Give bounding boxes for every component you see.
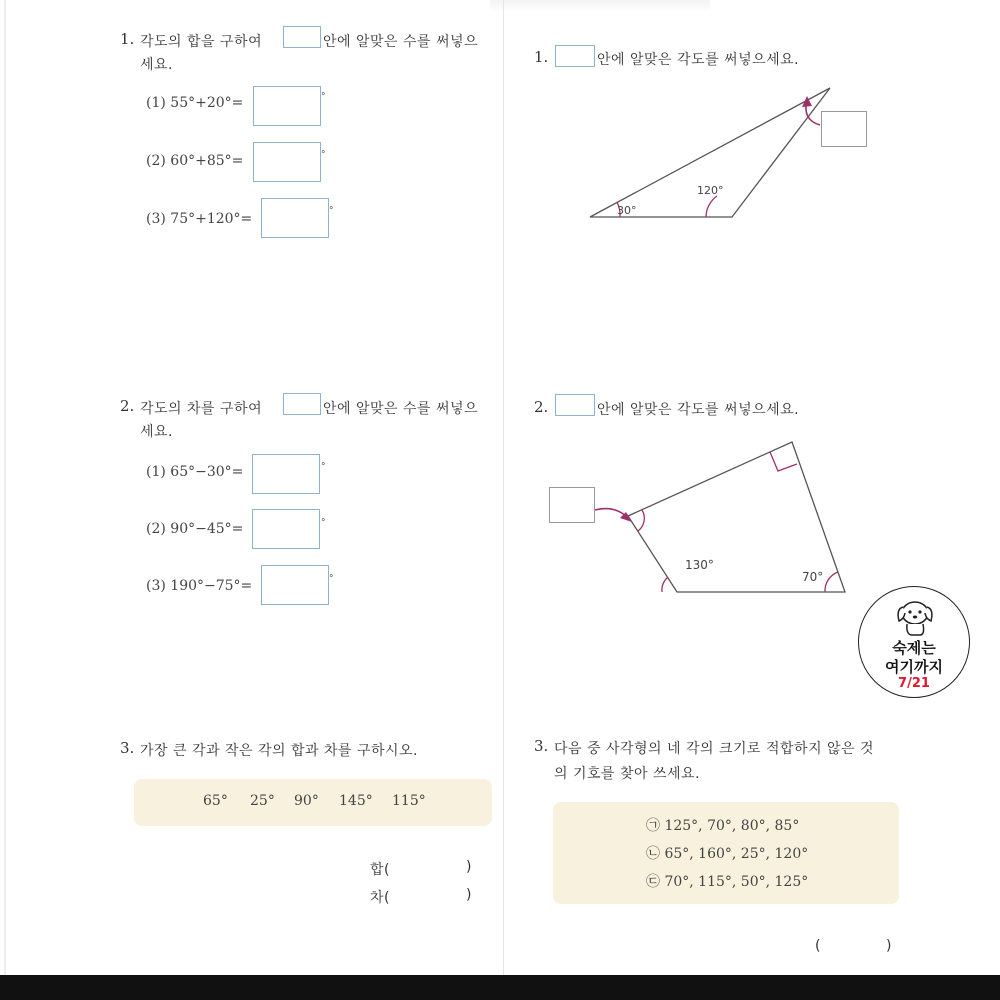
inline-answer-box[interactable] [283,26,321,48]
bottom-bar [0,975,1000,1000]
scan-shade [490,0,710,12]
sum-answer-label: 합( [370,862,390,878]
right-q3-text-line2: 의 기호를 찾아 쓰세요. [554,766,701,782]
degree-sign: ° [321,462,326,472]
page-divider [503,0,504,975]
right-q2-text: 안에 알맞은 각도를 써넣으세요. [597,402,800,418]
answer-close-paren[interactable]: ) [886,938,892,954]
diff-answer-label: 차( [370,890,390,906]
degree-sign: ° [321,150,326,160]
left-q2-item-1: (1) 65°−30°= [146,464,244,480]
left-q1-item-1: (1) 55°+20°= [146,95,244,111]
answer-box[interactable] [253,142,321,182]
inline-answer-box[interactable] [283,393,321,415]
left-q1-text-before: 각도의 합을 구하여 [140,34,263,50]
right-q1-number: 1. [534,48,549,66]
sum-answer-close[interactable]: ) [466,859,472,875]
left-q1-text-after: 안에 알맞은 수를 써넣으 [323,34,479,50]
answer-box[interactable] [261,198,329,238]
figure-answer-box[interactable] [549,487,595,523]
right-q2-number: 2. [534,398,549,416]
angle-value: 115° [392,793,426,809]
option-item: ㉠ 125°, 70°, 80°, 85° [646,818,800,834]
degree-sign: ° [329,206,334,216]
left-q1-item-2: (2) 60°+85°= [146,153,244,169]
homework-badge [858,586,970,698]
angle-label-70: 70° [802,570,824,584]
left-q1-item-3: (3) 75°+120°= [146,211,253,227]
puppy-icon [892,593,938,639]
badge-line1: 숙제는 [892,639,936,657]
inline-answer-box[interactable] [555,394,595,416]
left-q1-number: 1. [120,30,135,48]
left-q2-number: 2. [120,397,135,415]
answer-box[interactable] [253,86,321,126]
option-item: ㉢ 70°, 115°, 50°, 125° [646,874,809,890]
angle-value: 90° [294,793,319,809]
left-q2-text-after: 안에 알맞은 수를 써넣으 [323,401,479,417]
left-q2-item-3: (3) 190°−75°= [146,578,253,594]
page-edge [4,0,6,975]
right-q3-text-line1: 다음 중 사각형의 네 각의 크기로 적합하지 않은 것 [554,741,875,757]
answer-box[interactable] [252,454,320,494]
degree-sign: ° [329,574,334,584]
answer-box[interactable] [261,565,329,605]
angle-value: 65° [203,793,228,809]
answer-open-paren[interactable]: ( [815,938,821,954]
answer-box[interactable] [252,509,320,549]
left-q2-text-before: 각도의 차를 구하여 [140,401,263,417]
angle-label-130: 130° [685,558,714,572]
left-q2-item-2: (2) 90°−45°= [146,521,244,537]
angle-label-30: 30° [617,204,637,217]
left-q3-text: 가장 큰 각과 작은 각의 합과 차를 구하시오. [140,743,419,759]
right-q1-text: 안에 알맞은 각도를 써넣으세요. [597,52,800,68]
left-q2-text-line2: 세요. [140,424,173,440]
degree-sign: ° [321,92,326,102]
left-q3-number: 3. [120,739,135,757]
option-item: ㉡ 65°, 160°, 25°, 120° [646,846,809,862]
badge-line2: 여기까지 [885,658,943,676]
badge-count: 7/21 [898,676,930,691]
left-q1-text-line2: 세요. [140,57,173,73]
angle-value: 145° [339,793,373,809]
right-q3-number: 3. [534,737,549,755]
inline-answer-box[interactable] [555,45,595,67]
figure-answer-box[interactable] [821,111,867,147]
angle-label-120: 120° [697,184,724,197]
angle-value: 25° [250,793,275,809]
diff-answer-close[interactable]: ) [466,887,472,903]
degree-sign: ° [321,518,326,528]
